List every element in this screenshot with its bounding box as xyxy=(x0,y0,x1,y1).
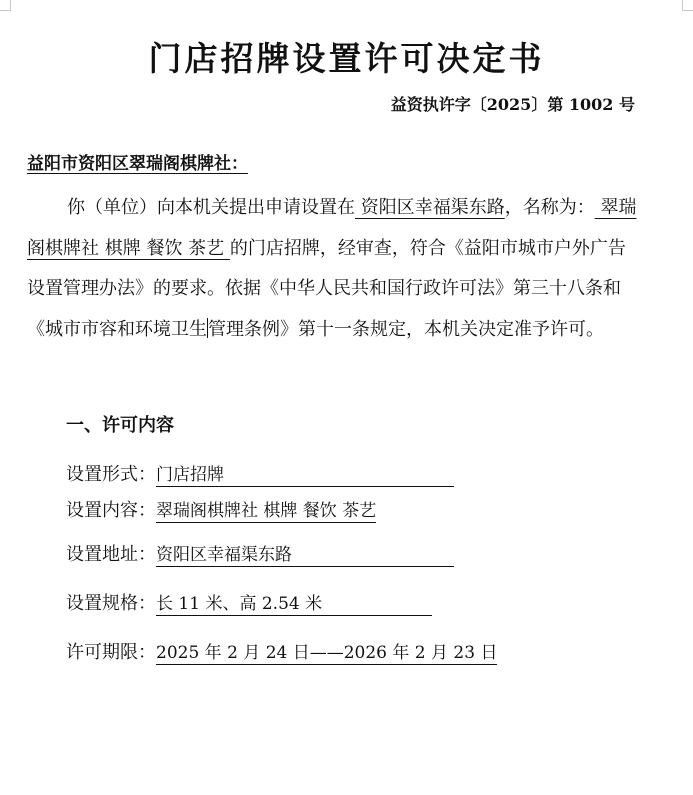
document-number: 益资执许字〔2025〕第 1002 号 xyxy=(390,95,635,114)
field-label: 设置规格： xyxy=(66,593,156,614)
field-value: 资阳区幸福渠东路 xyxy=(156,540,454,567)
field-permit-period xyxy=(66,638,497,665)
field-label: 许可期限： xyxy=(66,642,156,663)
field-label: 设置地址： xyxy=(66,544,156,565)
field-setting-address xyxy=(66,540,454,567)
body-text-4: 管理条例》第十一条规定，本机关决定准予许可。 xyxy=(208,318,604,340)
decision-body-paragraph xyxy=(27,188,642,350)
section-heading-permit-content: 一、许可内容 xyxy=(66,415,174,436)
field-setting-content xyxy=(66,496,376,523)
document-title: 门店招牌设置许可决定书 xyxy=(148,39,545,78)
field-value: 2025 年 2 月 24 日——2026 年 2 月 23 日 xyxy=(156,638,497,665)
body-text-3: 的门店招牌，经审查，符合《益阳市城市户外广告设置管理办法》的要求。依据《中华人民共和国行政许可法》第三十八条和《城市市容和环境卫生 xyxy=(27,237,626,340)
page-corner-mark-right xyxy=(682,0,693,11)
body-sign-name: 翠瑞阁棋牌社 棋牌 餐饮 茶艺 xyxy=(27,197,637,259)
field-value: 门店招牌 xyxy=(156,460,454,487)
field-value: 翠瑞阁棋牌社 棋牌 餐饮 茶艺 xyxy=(156,496,376,523)
body-location: 资阳区幸福渠东路 xyxy=(355,197,505,218)
addressee: 益阳市资阳区翠瑞阁棋牌社： xyxy=(27,154,248,174)
body-text-2: ，名称为： xyxy=(504,197,595,218)
page-corner-mark-left xyxy=(0,0,11,11)
body-text-1: 你（单位）向本机关提出申请设置在 xyxy=(67,197,355,218)
field-label: 设置内容： xyxy=(66,500,156,521)
field-label: 设置形式： xyxy=(66,464,156,485)
field-setting-spec xyxy=(66,589,432,616)
field-setting-form xyxy=(66,460,454,487)
field-value: 长 11 米、高 2.54 米 xyxy=(156,589,432,616)
